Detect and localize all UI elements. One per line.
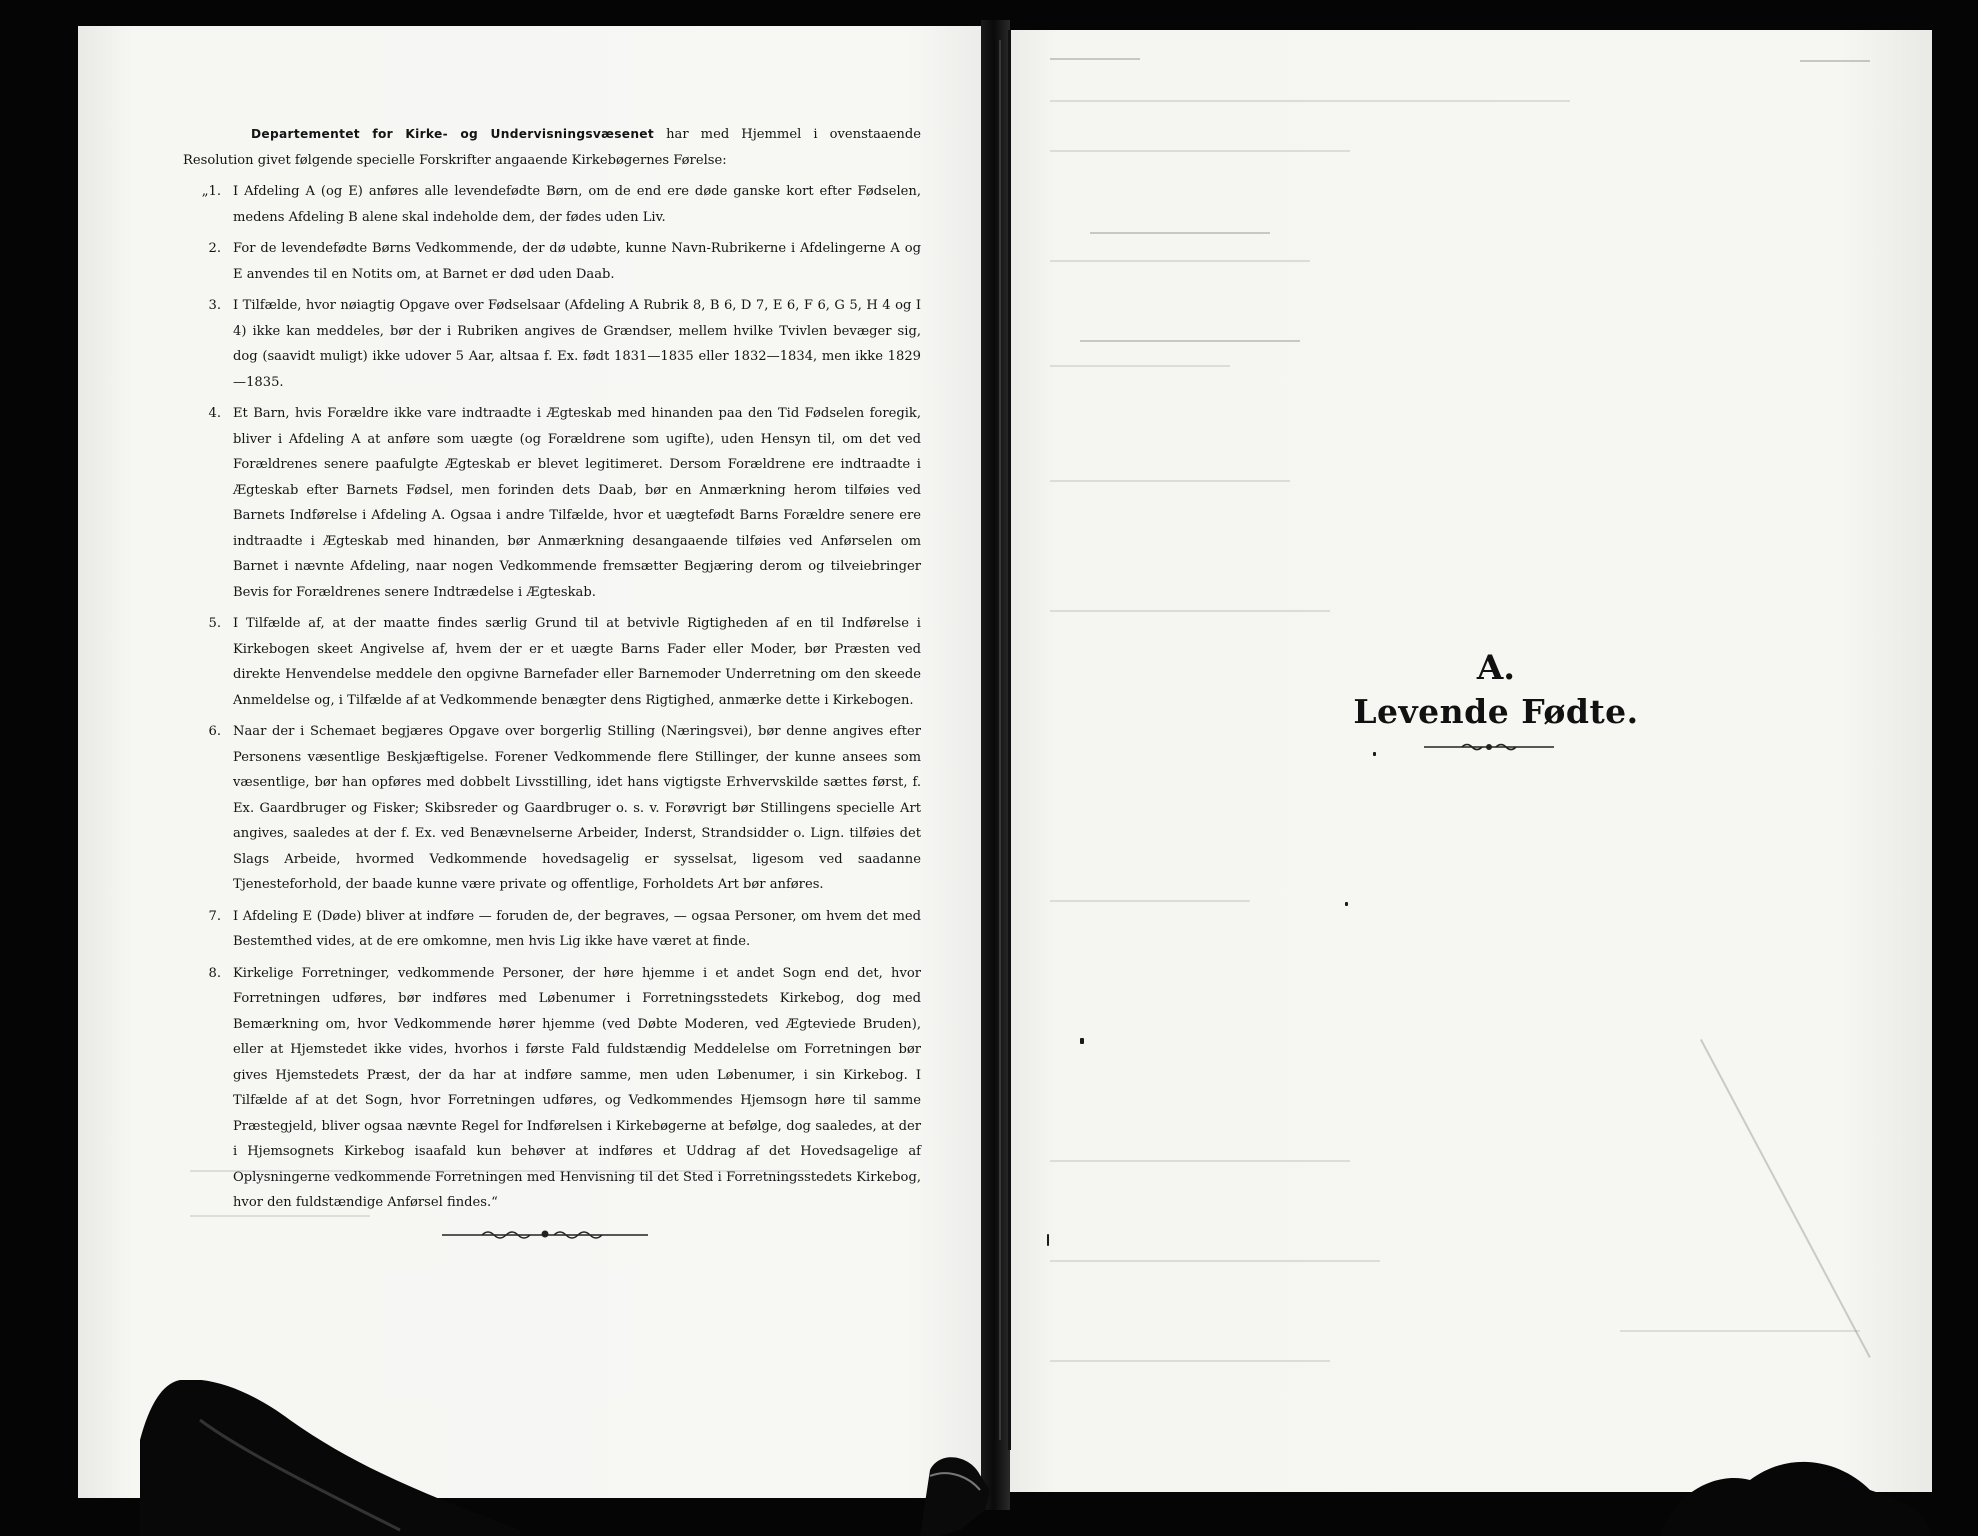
rule-2 (183, 236, 921, 287)
rule-number: „1. (201, 184, 221, 199)
section-title: Levende Fødte. (1353, 692, 1639, 731)
stray-mark (1345, 902, 1348, 906)
section-letter: A. (1476, 648, 1516, 688)
rule-number: 3. (208, 298, 221, 313)
ornament-divider-right (1424, 740, 1554, 754)
rule-number: 2. (208, 241, 221, 256)
rule-3 (183, 293, 921, 395)
rule-text: I Afdeling A (og E) anføres alle levendefødte Børn, om de end ere døde ganske kort efter Fødselen, medens Afdeling B alene skal indeholde dem, der fødes uden Liv. (233, 184, 921, 225)
rule-4 (183, 401, 921, 605)
rule-text: Kirkelige Forretninger, vedkommende Personer, der høre hjemme i et andet Sogn end det, hvor Forretningen udføres, bør indføres med Løbenumer i Forretningsstedets Kirkebog, dog med Bemærkning om, hvor Vedkommende hører hjemme (ved Døbte Moderen, ved Ægteviede Bruden), eller at Hjemstedet ikke vides, hvorhos i første Fald fuldstændig Meddelelse om Forretningen bør gives Hjemstedets Præst, der da har at indføre samme, men uden Løbenumer, i sin Kirkebog. I Tilfælde af at det Sogn, hvor Forretningen udføres, og Vedkommendes Hjemsogn høre til samme Præstegjeld, bliver ogsaa nævnte Regel for Indførelsen i Kirkebøgerne at befølge, dog saaledes, at der i Hjemsognets Kirkebog isaafald kun behøver at indføres et Uddrag af det Hovedsagelige af Oplysningerne vedkommende Forretningen med Henvisning til det Sted i Forretningsstedets Kirkebog, hvor den fuldstændige Anførsel findes.“ (233, 965, 921, 1210)
gutter-edge-inner (999, 40, 1001, 1440)
rule-number: 8. (208, 965, 221, 981)
rule-number: 4. (208, 406, 221, 421)
rule-text: I Tilfælde, hvor nøiagtig Opgave over Fødselsaar (Afdeling A Rubrik 8, B 6, D 7, E 6, F 6, G 5, H 4 og I 4) ikke kan meddeles, bør der i Rubriken angives de Grændser, mellem hvilke Tvivlen bevæger sig, dog (saavidt muligt) ikke udover 5 Aar, altsaa f. Ex. født 1831—1835 eller 1832—1834, men ikke 1829—1835. (233, 298, 921, 390)
book-gutter (981, 20, 1010, 1510)
rule-text: For de levendefødte Børns Vedkommende, der dø udøbte, kunne Navn-Rubrikerne i Afdelingerne A og E anvendes til en Notits om, at Barnet er død uden Daab. (233, 241, 921, 282)
corner-shadow (1600, 1440, 1930, 1536)
intro-text: har med Hjemmel i ovenstaaende Resolution givet følgende specielle Forskrifter angaaende Kirkebøgernes Førelse: (183, 127, 921, 168)
stray-mark (1373, 752, 1376, 756)
rule-text: I Afdeling E (Døde) bliver at indføre — foruden de, der begraves, — ogsaa Personer, om hvem det med Bestemthed vides, at de ere omkomne, men hvis Lig ikke have været at finde. (233, 908, 921, 949)
rule-8 (183, 961, 921, 1216)
rule-1 (183, 179, 921, 230)
rule-7 (183, 904, 921, 955)
right-page (1010, 30, 1932, 1492)
rule-number: 7. (208, 908, 221, 924)
rule-number: 6. (208, 724, 221, 739)
hand-shadow (140, 1380, 1140, 1536)
ornament-divider-left (442, 1227, 648, 1241)
regulations-text (183, 122, 921, 1222)
rule-6 (183, 719, 921, 898)
rule-text: Naar der i Schemaet begjæres Opgave over borgerlig Stilling (Næringsvei), bør denne angives efter Personens væsentlige Beskjæftigelse. Forener Vedkommende flere Stillinger, der kunne ansees som væsentlige, bør han opføres med dobbelt Livsstilling, idet hans vigtigste Erhvervskilde sættes først, f. Ex. Gaardbruger og Fisker; Skibsreder og Gaardbruger o. s. v. Forøvrigt bør Stillingens specielle Art angives, saaledes at der f. Ex. ved Benævnelserne Arbeider, Inderst, Strandsidder o. Lign. tilføies det Slags Arbeide, hvormed Vedkommende hovedsagelig er sysselsat, ligesom ved saadanne Tjenesteforhold, der baade kunne være private og offentlige, Forholdets Art bør anføres. (233, 724, 921, 892)
department-name: Departementet for Kirke- og Undervisningsvæsenet (251, 127, 655, 141)
rule-text: I Tilfælde af, at der maatte findes særlig Grund til at betvivle Rigtigheden af en til Indførelse i Kirkebogen skeet Angivelse af, hvem der er et uægte Barns Fader eller Moder, bør Præsten ved direkte Henvendelse meddele den opgivne Barnefader eller Barnemoder Underretning om den skeede Anmeldelse og, i Tilfælde af at Vedkommende benægter dens Rigtighed, anmærke dette i Kirkebogen. (233, 616, 921, 708)
rule-text: Et Barn, hvis Forældre ikke vare indtraadte i Ægteskab med hinanden paa den Tid Fødselen foregik, bliver i Afdeling A at anføre som uægte (og Forældrene som ugifte), uden Hensyn til, om det ved Forældrenes senere paafulgte Ægteskab er blevet legitimeret. Dersom Forældrene ere indtraadte i Ægteskab efter Barnets Fødsel, men forinden dets Daab, bør en Anmærkning herom tilføies ved Barnets Indførelse i Afdeling A. Ogsaa i andre Tilfælde, hvor et uægtefødt Barns Forældre senere ere indtraadte i Ægteskab med hinanden, bør Anmærkning desangaaende tilføies ved Anførselen om Barnet i nævnte Afdeling, naar nogen Vedkommende fremsætter Begjæring derom og tilveiebringer Bevis for Forældrenes senere Indtrædelse i Ægteskab. (233, 406, 921, 600)
stray-mark (1047, 1234, 1049, 1246)
stray-mark (1080, 1038, 1084, 1044)
rule-number: 5. (208, 616, 221, 631)
rule-5 (183, 611, 921, 713)
intro-paragraph (183, 122, 921, 173)
gutter-edge (1008, 30, 1011, 1450)
